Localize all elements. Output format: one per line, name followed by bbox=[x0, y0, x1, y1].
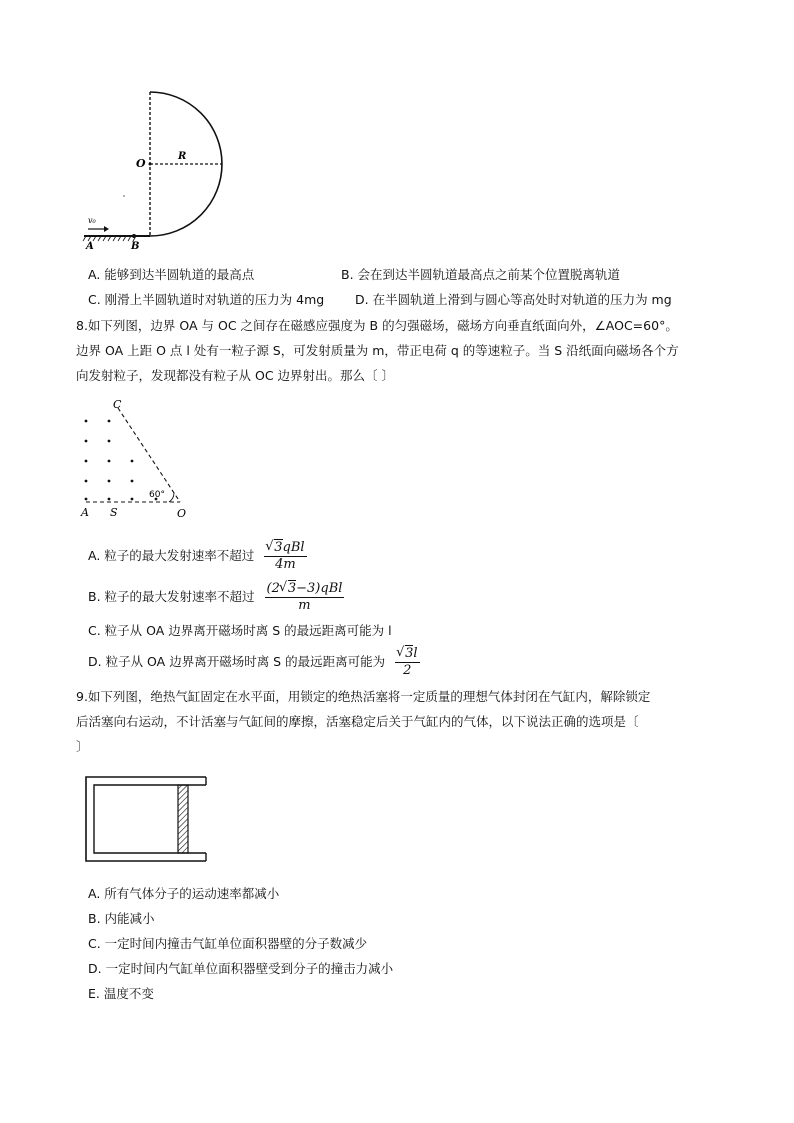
q7-figure bbox=[78, 86, 238, 252]
q8-option-d-text: D. 粒子从 OA 边界离开磁场时离 S 的最远距离可能为 bbox=[88, 654, 386, 669]
point-O-dot bbox=[149, 163, 152, 166]
fraction-numerator: √ 3l bbox=[395, 646, 419, 663]
q7-option-b: B. 会在到达半圆轨道最高点之前某个位置脱离轨道 bbox=[341, 267, 621, 282]
q8-option-d bbox=[88, 645, 420, 679]
label-S: S bbox=[110, 506, 118, 519]
label-B: B bbox=[131, 241, 140, 252]
q7-option-d: D. 在半圆轨道上滑到与圆心等高处时对轨道的压力为 mg bbox=[355, 292, 672, 307]
q9-stem-line3: 〕 bbox=[76, 739, 89, 754]
q9-option-c: C. 一定时间内撞击气缸单位面积器壁的分子数减少 bbox=[88, 936, 368, 951]
label-v0: v₀ bbox=[88, 216, 96, 225]
q8-option-d-fraction bbox=[395, 646, 419, 679]
q8-option-b-text: B. 粒子的最大发射速率不超过 bbox=[88, 589, 255, 604]
fraction-denominator: 2 bbox=[403, 663, 412, 678]
q9-option-b: B. 内能减小 bbox=[88, 911, 155, 926]
angle-arc bbox=[169, 493, 174, 502]
fraction-denominator: m bbox=[298, 598, 311, 613]
label-A: A bbox=[81, 506, 89, 519]
field-dots bbox=[85, 420, 158, 501]
q8-option-a bbox=[88, 539, 307, 573]
piston bbox=[178, 785, 188, 853]
fraction-numerator: √ 3qBl bbox=[264, 540, 306, 557]
label-angle: 60° bbox=[149, 490, 165, 500]
fraction-numerator: (2√ 3−3)qBl bbox=[265, 581, 345, 598]
q8-stem-line3: 向发射粒子，发现都没有粒子从 OC 边界射出。那么〔 〕 bbox=[76, 368, 394, 383]
q9-option-d: D. 一定时间内气缸单位面积器壁受到分子的撞击力减小 bbox=[88, 961, 394, 976]
q9-stem-line2: 后活塞向右运动，不计活塞与气缸间的摩擦，活塞稳定后关于气缸内的气体，以下说法正确的选项是〔 bbox=[76, 714, 639, 729]
arrow-head-icon bbox=[104, 226, 109, 232]
label-C: C bbox=[113, 398, 122, 411]
q9-stem-line1: 9.如下列图，绝热气缸固定在水平面，用锁定的绝热活塞将一定质量的理想气体封闭在气缸内，解除锁定 bbox=[76, 689, 651, 704]
q8-option-a-text: A. 粒子的最大发射速率不超过 bbox=[88, 548, 255, 563]
q8-figure bbox=[76, 396, 196, 522]
stray-dot bbox=[123, 195, 125, 197]
q9-figure bbox=[84, 775, 214, 865]
q8-option-c: C. 粒子从 OA 边界离开磁场时离 S 的最远距离可能为 l bbox=[88, 623, 392, 638]
q8-option-b-fraction bbox=[265, 581, 345, 614]
label-O: O bbox=[177, 507, 187, 520]
q8-option-b bbox=[88, 580, 344, 614]
label-A: A bbox=[86, 241, 94, 252]
q8-stem-line1: 8.如下列图，边界 OA 与 OC 之间存在磁感应强度为 B 的匀强磁场，磁场方向垂直纸面向外，∠AOC=60°。 bbox=[76, 318, 678, 333]
label-R: R bbox=[178, 151, 187, 162]
label-O: O bbox=[136, 157, 146, 170]
q8-option-a-fraction bbox=[264, 540, 306, 573]
point-B-dot bbox=[132, 234, 136, 238]
cylinder-inner-wall bbox=[94, 785, 206, 853]
q7-option-c: C. 刚滑上半圆轨道时对轨道的压力为 4mg bbox=[88, 292, 325, 307]
q9-option-e: E. 温度不变 bbox=[88, 986, 154, 1001]
q7-option-a: A. 能够到达半圆轨道的最高点 bbox=[88, 267, 255, 282]
q9-option-a: A. 所有气体分子的运动速率都减小 bbox=[88, 886, 280, 901]
q8-stem-line2: 边界 OA 上距 O 点 l 处有一粒子源 S，可发射质量为 m，带正电荷 q 的等速粒子。当 S 沿纸面向磁场各个方 bbox=[76, 343, 679, 358]
boundary-OC bbox=[118, 408, 180, 502]
fraction-denominator: 4m bbox=[275, 557, 296, 572]
